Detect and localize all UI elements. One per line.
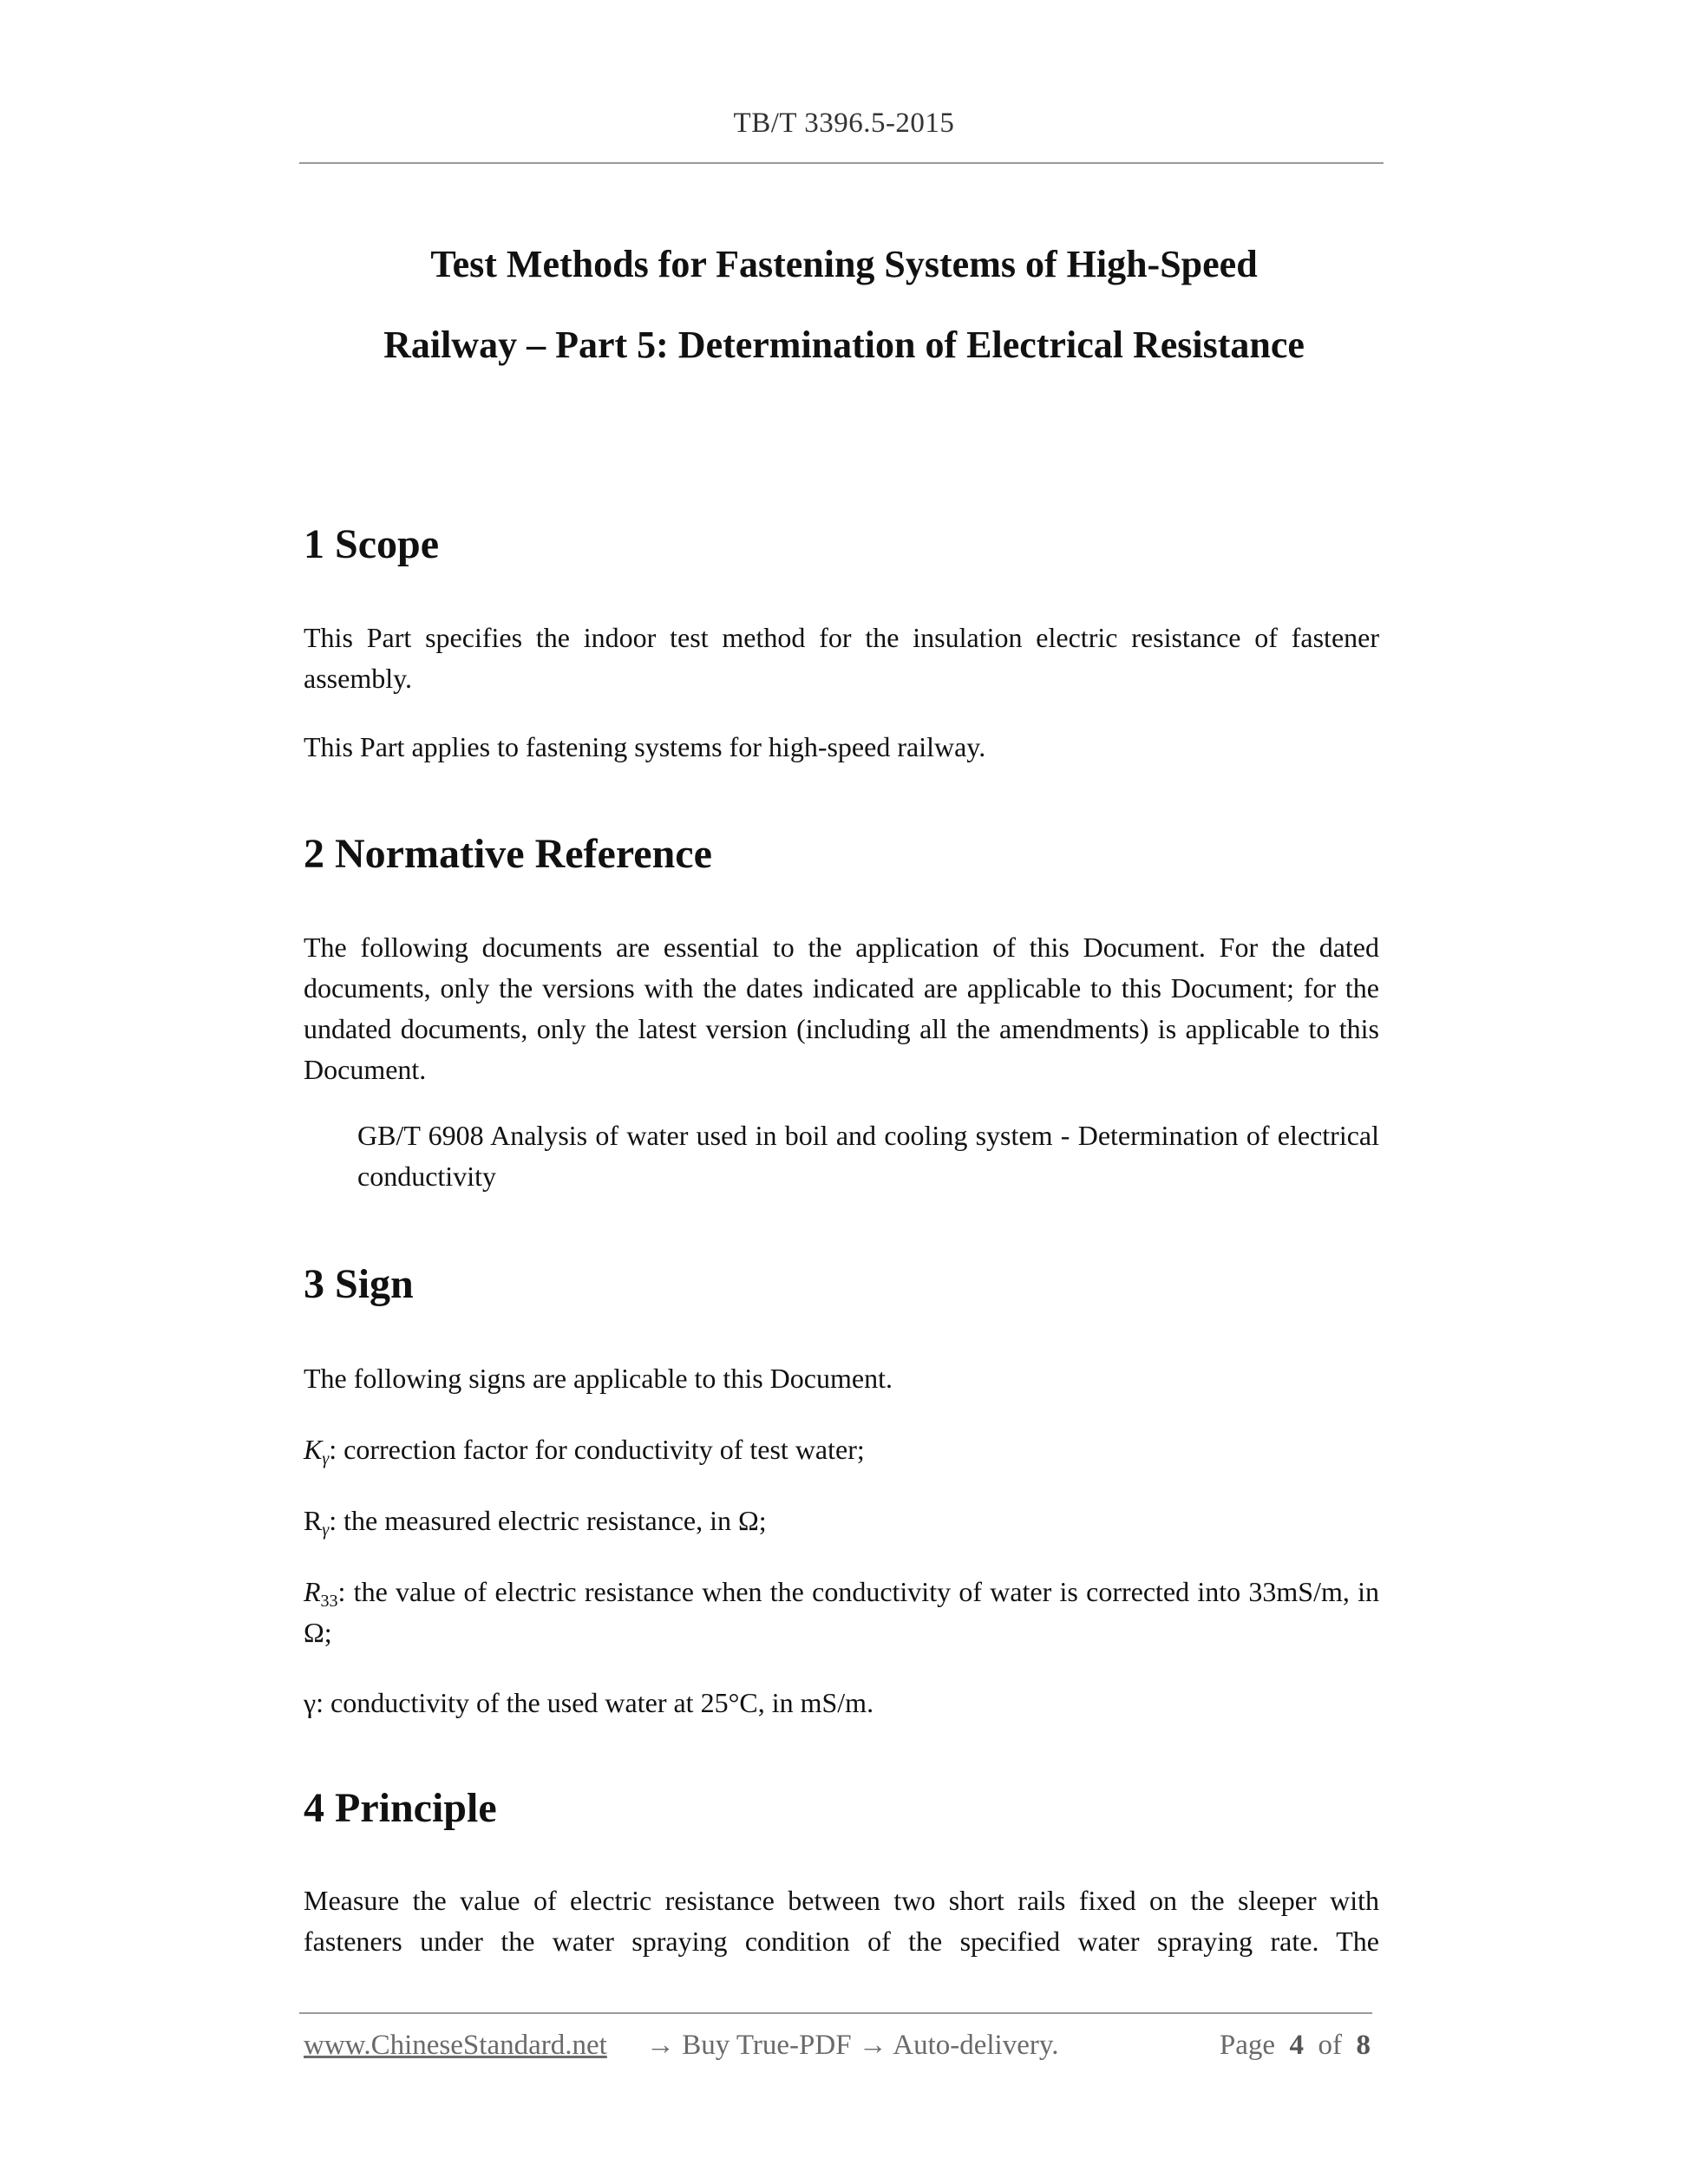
chinesestandard-link[interactable]: www.ChineseStandard.net [304, 2030, 607, 2061]
sign-item-k-gamma [304, 1429, 1379, 1470]
sign-symbol: K [304, 1434, 323, 1465]
page-footer [304, 2030, 1371, 2073]
title-line-2: Railway – Part 5: Determination of Electrical Resistance [383, 324, 1305, 366]
sign-item-r33 [304, 1572, 1379, 1653]
header-divider [299, 162, 1384, 164]
sign-symbol: γ [304, 1687, 317, 1718]
footer-divider [299, 2012, 1372, 2014]
footer-promo-text: → Buy True-PDF → Auto-delivery. [646, 2030, 1059, 2061]
sign-intro: The following signs are applicable to this Document. [304, 1363, 893, 1394]
sign-description: : the measured electric resistance, in Ω; [329, 1505, 767, 1536]
sign-description: : the value of electric resistance when the conductivity of water is corrected into 33mS/m, in Ω; [304, 1576, 1379, 1648]
page-label: Page [1219, 2030, 1275, 2061]
sign-subscript: γ [322, 1520, 330, 1540]
section-heading-normative-reference: 2 Normative Reference [304, 831, 712, 877]
principle-paragraph-1: Measure the value of electric resistance between two short rails fixed on the sleeper with fasteners under the water spraying condition of the specified water spraying rate. The [304, 1885, 1379, 1957]
sign-item-r-gamma [304, 1501, 1379, 1541]
page-indicator [1220, 2030, 1371, 2062]
page-current: 4 [1289, 2030, 1304, 2061]
scope-paragraph-1: This Part specifies the indoor test method for the insulation electric resistance of fastener assembly. [304, 622, 1379, 694]
sign-subscript: γ [322, 1449, 330, 1468]
scope-paragraph-2: This Part applies to fastening systems for high-speed railway. [304, 731, 986, 762]
section-heading-sign: 3 Sign [304, 1261, 414, 1307]
normative-reference-item: GB/T 6908 Analysis of water used in boil and cooling system - Determination of electrical conductivity [357, 1120, 1379, 1192]
document-title [0, 224, 1688, 385]
sign-symbol: R [304, 1505, 323, 1536]
section-heading-principle: 4 Principle [304, 1785, 497, 1831]
sign-description: : conductivity of the used water at 25°C, in mS/m. [316, 1687, 874, 1718]
normative-paragraph-1: The following documents are essential to the application of this Document. For the dated documents, only the versions with the dates indicated are applicable to this Document; for the undated documents, only the latest version (including all the amendments) is applicable to this Document. [304, 932, 1379, 1085]
sign-subscript: 33 [320, 1592, 338, 1611]
sign-description: : correction factor for conductivity of test water; [329, 1434, 865, 1465]
page-total: 8 [1356, 2030, 1371, 2061]
document-code-header: TB/T 3396.5-2015 [733, 108, 955, 139]
sign-item-gamma [304, 1683, 1379, 1723]
section-heading-scope: 1 Scope [304, 521, 439, 567]
sign-symbol: R [304, 1576, 321, 1607]
page-of-label: of [1318, 2030, 1342, 2061]
title-line-1: Test Methods for Fastening Systems of High-Speed [430, 243, 1258, 285]
